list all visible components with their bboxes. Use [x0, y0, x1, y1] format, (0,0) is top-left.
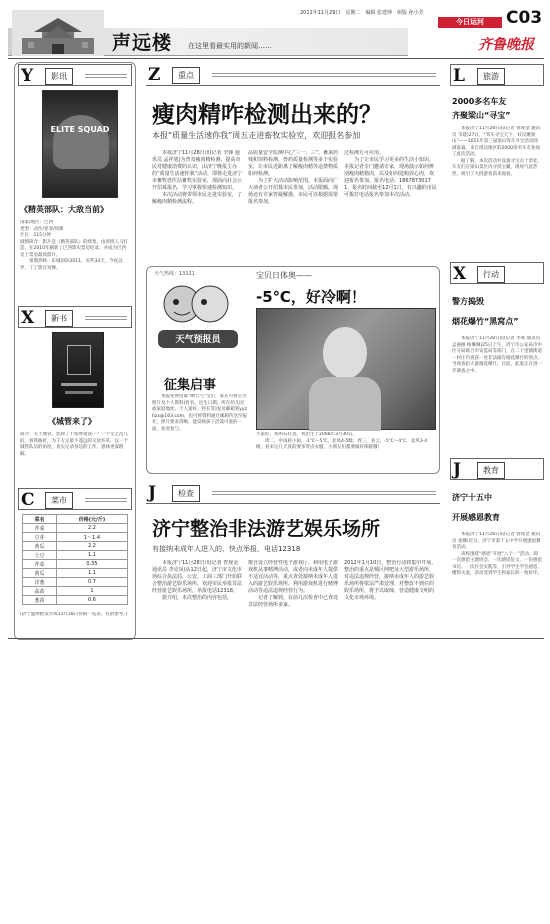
cover-ornament — [67, 345, 91, 375]
poster-figure — [53, 115, 109, 169]
travel-column-head — [450, 64, 544, 86]
film-poster — [42, 90, 118, 198]
check-body-col3: 2012年1月10日，整治行动将集中开展，整治的重点是城区网吧及大型游乐场所，对违法违规经营，接纳未成年人的游艺娱乐场所将依法严肃处理，对整改不到位的娱乐场所，将予以取缔，营造健康文明的文化市场环境。 — [344, 560, 437, 601]
action-letter: X — [453, 264, 467, 284]
table-row — [23, 551, 128, 560]
action-label: 行动 — [477, 266, 505, 283]
table-row — [23, 578, 128, 587]
page-number: C03 — [506, 8, 543, 28]
travel-letter: L — [453, 66, 465, 86]
focus-column-head — [146, 64, 440, 86]
book-letter: X — [21, 308, 35, 328]
vegetable-price: 0.35 — [56, 560, 127, 569]
kid-title-a: 宝贝日体奥—— — [256, 271, 312, 280]
vegetable-price: 2.2 — [56, 542, 127, 551]
vegetable-name: 土豆 — [23, 551, 57, 560]
edu-letter: J — [453, 460, 462, 480]
check-column-head — [146, 482, 440, 504]
check-letter: J — [148, 483, 157, 503]
action-headline-2: 烟花爆竹“黑窝点” — [452, 317, 519, 326]
action-body: 本报济宁11月28日讯(记者 李豪 通讯员 孟丽丽 杨琳琳)25日上午，济宁市公安局市中区分局联合市安监局等部门，在二十里铺街道一村庄内查获一处非法储存烟花爆竹的窝点，当场查扣大量烟花爆竹，目前，此案正在进一步调查之中。 — [452, 336, 542, 374]
vegetable-name: 黄瓜 — [23, 542, 57, 551]
vegetable-name: 洋葱 — [23, 578, 57, 587]
book-cover — [52, 332, 104, 408]
table-header: 菜名 — [23, 515, 57, 524]
film-title: 《精英部队：大敌当前》 — [20, 205, 108, 214]
kid-photo — [256, 308, 436, 430]
table-row — [23, 596, 128, 605]
weather-call-body: 本报免费招募“晒天气”宝贝，家长可将宝贝照片及个人资料(姓名、出生日期、所在幼儿园或家庭地址、个人爱好、特长等)发送邮箱到yyzhzx@163.com，也可将资料通过邮箱传送至报社，照片要求清晰，能反映孩子活泼可爱的一面，欢迎参与。 — [152, 394, 248, 432]
edu-headline-1: 济宁十五中 — [452, 493, 492, 502]
focus-letter: Z — [148, 65, 161, 85]
edu-body: 本报济宁11月28日讯(记者 曾现金 通讯员 张娜)近日，济宁市第十五中学开展感恩教育活动。 该校围绕“感恩”开展“八个一”活动，即一次感恩主题班会、一次感恩征文、一份感恩书信、一次社会实践等，引导学生学会感恩、懂得关爱，活动受到学生和家长的一致好评。 — [452, 532, 542, 576]
weather-hotline: 天气热线：13121 — [154, 271, 195, 277]
cover-ornament — [61, 383, 97, 386]
kid-title-b: -5℃，好冷啊！ — [256, 288, 366, 306]
page-bottom-rule — [8, 638, 544, 639]
vegetable-price: 1 — [56, 587, 127, 596]
check-body-col2: 擅自设立经营性电子游戏厅、利用电子游戏机从事赌博活动，或者向未成年人提供不适宜活动等，重点查处接纳未成年人进入的游艺娱乐场所、利用游戏机进行赌博活动等违法违规经营行为。 记者了解到，在前几次检查中已查处非法经营场所多家。 — [248, 560, 339, 608]
vegetable-price: 1.1 — [56, 551, 127, 560]
market-label: 菜市 — [45, 492, 73, 509]
head-stripe — [85, 74, 127, 78]
table-row — [23, 533, 128, 542]
edu-column-head — [450, 458, 544, 480]
vegetable-name: 豆芽 — [23, 533, 57, 542]
photo-face — [323, 327, 367, 379]
vegetable-price: 1.1 — [56, 569, 127, 578]
vegetable-price: 2.2 — [56, 524, 127, 533]
focus-headline: 瘦肉精咋检测出来的？ — [152, 102, 382, 128]
newspaper-logo: 齐鲁晚报 — [478, 37, 534, 53]
vegetable-name: 葱苗 — [23, 596, 57, 605]
weather-call-title: 征集启事 — [164, 378, 217, 393]
focus-subhead: 本报“质量生活速你我”周五走进畜牧实验室，欢迎报名参加 — [152, 131, 361, 140]
today-tag: 今日运河 — [438, 17, 502, 28]
vegetable-price: 0.6 — [56, 596, 127, 605]
table-row — [23, 587, 128, 596]
check-label: 检查 — [172, 485, 200, 502]
book-label: 新书 — [45, 310, 73, 327]
vegetable-name: 黄瓜 — [23, 569, 57, 578]
section-subtitle: 在这里看最实用的新闻…… — [188, 42, 272, 50]
table-row — [23, 569, 128, 578]
travel-body: 本报济宁11月28日讯(记者 曾现金 通讯员 韦建)27日，“驾车寻宝天下，好汉聚梁山”——2011年第三届梁山驾车寻宝活动圆满落幕，来自周边地区的2000余名车友参加了此次活动。 据了解，本次活动共设置寻宝点十余处，车友们在梁山景区内寻找宝藏，现场气氛热烈，吸引了大批游客前来观看。 — [452, 126, 542, 177]
film-column-head — [18, 64, 132, 86]
action-headline-1: 警方捣毁 — [452, 297, 484, 306]
date-line: 2011年11月29日 星期二 编辑 张建坤 组版 孙小芳 — [300, 10, 424, 16]
head-stripe — [85, 498, 127, 502]
book-description: 简介：关于城管，您除了不惊界谈谈一？一个文艺范儿的，看我曲折，为千万定最不遥远的交放弃草，以一个城管队员的角度，真实记录身边的工作、感体更深理解。 — [20, 432, 128, 457]
vegetable-name: 蒜苗 — [23, 587, 57, 596]
focus-body-col1: 本报济宁11月28日讯(记者 李锋 通讯员 孟祥旭)为普及瘦肉精检测，提高市民对健康消费的认识，由济宁晚报主办的“质量生活速你我”活动，即将走进济宁市畜牧兽医站畜牧实验室，现面向社会公开招募报名，学习掌握快速检测知识。 本次活动将带领市民走进实验室，了解瘦肉精检测流程。 — [152, 150, 243, 205]
table-row — [23, 560, 128, 569]
vegetable-price: 0.7 — [56, 578, 127, 587]
table-row — [23, 524, 128, 533]
market-letter: C — [21, 490, 35, 510]
head-stripe — [212, 491, 436, 495]
cover-ornament — [65, 391, 93, 394]
vegetable-price-table — [22, 514, 128, 605]
table-header: 价格(元/斤) — [56, 515, 127, 524]
head-stripe — [212, 73, 436, 77]
section-title: 声远楼 — [112, 32, 173, 54]
market-column-head — [18, 488, 132, 510]
poster-title: ELITE SQUAD — [50, 125, 110, 134]
weather-mascot-illustration — [152, 278, 244, 368]
header-rule — [8, 58, 544, 59]
action-column-head — [450, 262, 544, 284]
photo-body — [309, 377, 381, 431]
focus-body-col3: 过检测方可应用。 为了让市民学习更多的生活小知识，本报记者专门邀请专家，现场演示如何辨别瘦肉精猪肉，以及如何选购放心肉，欢迎报名参加。报名电话：18678730171，报名时间截至12月1日，有兴趣的市民可拨打电话报名参加本次活动。 — [344, 150, 437, 198]
film-description: 国家/地区：巴西 类型：动作/犯罪/惊悚 片长：115分钟 剧情简介：影片是《精英部队》的续集，由原班人马打造，在2010年刷新了巴西影史票房纪录，并成为巴西史上票房最高影片。 预期热映：东城国际2011，头些33天，今夜以罗，丁丁影应说惨。 — [20, 220, 128, 271]
edu-label: 教育 — [477, 462, 505, 479]
market-note: (济宁温州批发市场11月28日价格一览表，仅供参考。) — [20, 612, 128, 617]
focus-body-col2: 品质量安全监测中心“三一、三”、畜禽药残和饲料检测、兽药质量检测等多个实验室，让市民近距离了解瘦肉精等违禁物质如何检测。 为了扩大活动影响范围，本报面向广大读者公开招募市民参加，活动限额，现场还有专家答疑解惑，市民可以根据需要报名参加。 — [248, 150, 339, 205]
film-label: 影讯 — [45, 68, 73, 85]
focus-label: 重点 — [172, 67, 200, 84]
travel-headline-1: 2000多名车友 — [452, 97, 507, 106]
vegetable-name: 芹菜 — [23, 560, 57, 569]
kid-caption: 大家好，我叫石轩意。我出生于2008年3月30日。 周二，中雨转小雨，-1℃～5℃，北风4-5级；周三，多云，-5℃～4℃，北风3-4级，看来这几天真的要多穿点衣服，小朋友们都要做好保暖哦！ — [256, 432, 428, 450]
drum-tower-image — [12, 10, 104, 56]
check-headline: 济宁整治非法游艺娱乐场所 — [152, 518, 381, 540]
book-column-head — [18, 306, 132, 328]
check-subhead: 有接纳未成年人进入的，快点举报，电话12318 — [152, 545, 301, 553]
vegetable-price: 1～1.4 — [56, 533, 127, 542]
mascot-banner-text: 天气预报员 — [175, 335, 221, 345]
book-title: 《城管来了》 — [48, 417, 96, 426]
film-letter: Y — [21, 66, 34, 86]
head-stripe — [85, 316, 127, 320]
table-row — [23, 542, 128, 551]
edu-headline-2: 开展感恩教育 — [452, 513, 500, 522]
travel-headline-2: 齐聚梁山“寻宝” — [452, 111, 511, 120]
travel-label: 旅游 — [477, 68, 505, 85]
check-body-col1: 本报济宁11月28日讯(记者 曾现金 通讯员 李克凤)从12日起，济宁市文化市场综合执法局，公安、工商三部门开始联合整治游艺娱乐场所，欢迎市民举报非法经营游艺娱乐场所，举报电话12318。 据介绍，本次整治的内容包括， — [152, 560, 243, 601]
vegetable-name: 芹菜 — [23, 524, 57, 533]
